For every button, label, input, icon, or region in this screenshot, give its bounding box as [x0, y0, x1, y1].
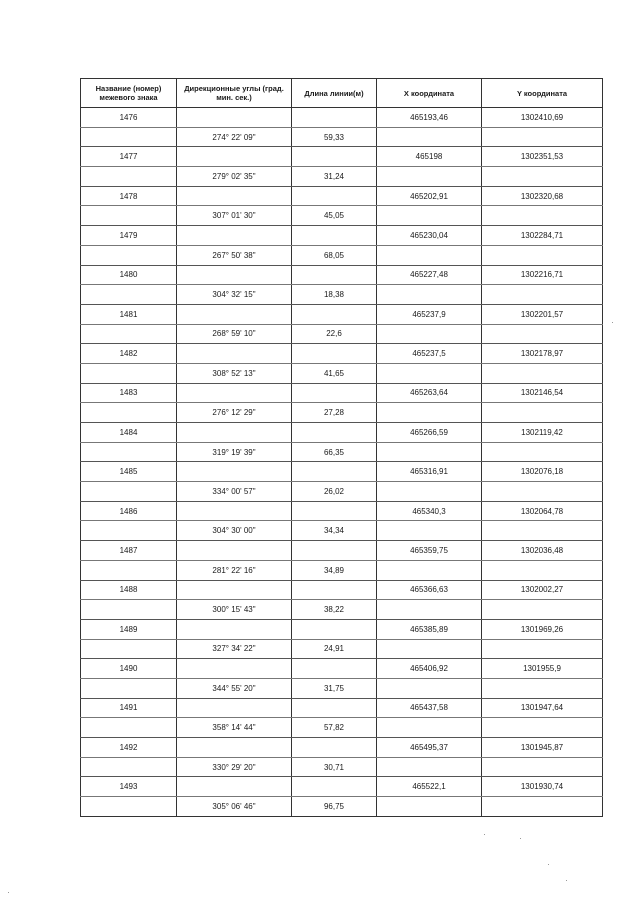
table-row-segment: [81, 363, 603, 383]
cell-point-name: [81, 442, 177, 462]
cell-point-name: 1492: [81, 738, 177, 758]
cell-direction-angle: [177, 147, 292, 167]
cell-point-name: 1483: [81, 383, 177, 403]
cell-x-coordinate: [377, 127, 482, 147]
cell-x-coordinate: 465266,59: [377, 423, 482, 443]
cell-x-coordinate: 465237,5: [377, 344, 482, 364]
cell-direction-angle: 304° 32' 15": [177, 285, 292, 305]
table-row-segment: [81, 167, 603, 187]
cell-x-coordinate: 465522,1: [377, 777, 482, 797]
table-row-point: [81, 265, 603, 285]
cell-point-name: [81, 678, 177, 698]
table-row-segment: [81, 560, 603, 580]
cell-direction-angle: [177, 304, 292, 324]
cell-y-coordinate: 1302351,53: [482, 147, 603, 167]
cell-direction-angle: 330° 29' 20": [177, 757, 292, 777]
table-row-segment: [81, 285, 603, 305]
cell-direction-angle: [177, 383, 292, 403]
cell-line-length: [292, 304, 377, 324]
cell-y-coordinate: [482, 245, 603, 265]
cell-direction-angle: 307° 01' 30": [177, 206, 292, 226]
cell-line-length: [292, 580, 377, 600]
cell-line-length: 45,05: [292, 206, 377, 226]
cell-x-coordinate: [377, 757, 482, 777]
cell-x-coordinate: [377, 521, 482, 541]
cell-point-name: [81, 403, 177, 423]
cell-x-coordinate: [377, 403, 482, 423]
cell-y-coordinate: 1302064,78: [482, 501, 603, 521]
cell-line-length: 34,89: [292, 560, 377, 580]
header-line-length: Длина линии(м): [292, 79, 377, 108]
cell-line-length: 30,71: [292, 757, 377, 777]
cell-y-coordinate: 1302216,71: [482, 265, 603, 285]
table-row-segment: [81, 521, 603, 541]
cell-y-coordinate: [482, 442, 603, 462]
cell-point-name: 1478: [81, 186, 177, 206]
cell-y-coordinate: 1302201,57: [482, 304, 603, 324]
cell-x-coordinate: 465406,92: [377, 659, 482, 679]
cell-line-length: 34,34: [292, 521, 377, 541]
cell-y-coordinate: 1301955,9: [482, 659, 603, 679]
cell-point-name: [81, 757, 177, 777]
cell-direction-angle: [177, 580, 292, 600]
cell-y-coordinate: [482, 757, 603, 777]
cell-line-length: [292, 777, 377, 797]
cell-x-coordinate: 465202,91: [377, 186, 482, 206]
cell-line-length: [292, 265, 377, 285]
cell-y-coordinate: 1302076,18: [482, 462, 603, 482]
cell-point-name: 1493: [81, 777, 177, 797]
cell-x-coordinate: 465495,37: [377, 738, 482, 758]
cell-direction-angle: 319° 19' 39": [177, 442, 292, 462]
cell-y-coordinate: [482, 127, 603, 147]
cell-y-coordinate: [482, 560, 603, 580]
cell-line-length: 66,35: [292, 442, 377, 462]
cell-x-coordinate: 465227,48: [377, 265, 482, 285]
cell-y-coordinate: [482, 521, 603, 541]
cell-direction-angle: 300° 15' 43": [177, 600, 292, 620]
cell-point-name: [81, 482, 177, 502]
header-row: [81, 79, 603, 108]
cell-y-coordinate: [482, 363, 603, 383]
cell-line-length: 31,75: [292, 678, 377, 698]
cell-x-coordinate: 465193,46: [377, 108, 482, 128]
cell-line-length: [292, 383, 377, 403]
table-row-point: [81, 738, 603, 758]
cell-line-length: 22,6: [292, 324, 377, 344]
cell-line-length: [292, 738, 377, 758]
cell-x-coordinate: 465230,04: [377, 226, 482, 246]
cell-direction-angle: 279° 02' 35": [177, 167, 292, 187]
header-y-coordinate: Y координата: [482, 79, 603, 108]
cell-line-length: 68,05: [292, 245, 377, 265]
cell-x-coordinate: 465198: [377, 147, 482, 167]
cell-x-coordinate: 465385,89: [377, 619, 482, 639]
cell-x-coordinate: 465340,3: [377, 501, 482, 521]
cell-y-coordinate: 1301930,74: [482, 777, 603, 797]
cell-point-name: [81, 206, 177, 226]
cell-y-coordinate: [482, 797, 603, 817]
cell-x-coordinate: [377, 245, 482, 265]
cell-direction-angle: 276° 12' 29": [177, 403, 292, 423]
cell-point-name: 1484: [81, 423, 177, 443]
cell-x-coordinate: 465437,58: [377, 698, 482, 718]
cell-point-name: 1491: [81, 698, 177, 718]
cell-x-coordinate: [377, 797, 482, 817]
boundary-coordinates-table: [80, 78, 603, 817]
cell-point-name: 1480: [81, 265, 177, 285]
cell-point-name: 1486: [81, 501, 177, 521]
cell-point-name: 1487: [81, 541, 177, 561]
cell-direction-angle: 274° 22' 09": [177, 127, 292, 147]
cell-direction-angle: 305° 06' 46": [177, 797, 292, 817]
table-row-segment: [81, 718, 603, 738]
cell-y-coordinate: 1302320,68: [482, 186, 603, 206]
cell-y-coordinate: 1302146,54: [482, 383, 603, 403]
scan-speck: [8, 892, 9, 893]
cell-x-coordinate: [377, 363, 482, 383]
table-header: [81, 79, 603, 108]
table-row-point: [81, 423, 603, 443]
table-row-point: [81, 462, 603, 482]
scan-speck: [484, 834, 485, 835]
cell-y-coordinate: 1302119,42: [482, 423, 603, 443]
table-row-point: [81, 777, 603, 797]
table-row-segment: [81, 442, 603, 462]
cell-x-coordinate: [377, 167, 482, 187]
cell-direction-angle: [177, 423, 292, 443]
cell-direction-angle: [177, 344, 292, 364]
table-row-point: [81, 541, 603, 561]
cell-y-coordinate: 1302178,97: [482, 344, 603, 364]
cell-direction-angle: 267° 50' 38": [177, 245, 292, 265]
table-row-segment: [81, 757, 603, 777]
cell-y-coordinate: 1301969,26: [482, 619, 603, 639]
cell-y-coordinate: [482, 718, 603, 738]
cell-x-coordinate: 465263,64: [377, 383, 482, 403]
cell-line-length: 57,82: [292, 718, 377, 738]
cell-y-coordinate: 1302036,48: [482, 541, 603, 561]
cell-point-name: [81, 600, 177, 620]
cell-point-name: 1481: [81, 304, 177, 324]
cell-line-length: 24,91: [292, 639, 377, 659]
cell-x-coordinate: [377, 678, 482, 698]
cell-line-length: 31,24: [292, 167, 377, 187]
cell-x-coordinate: [377, 285, 482, 305]
cell-point-name: 1482: [81, 344, 177, 364]
header-direction-angle: Дирекционные углы (град. мин. сек.): [177, 79, 292, 108]
cell-line-length: [292, 462, 377, 482]
table-row-point: [81, 698, 603, 718]
cell-line-length: [292, 698, 377, 718]
cell-direction-angle: [177, 777, 292, 797]
cell-x-coordinate: [377, 324, 482, 344]
table-row-segment: [81, 639, 603, 659]
table-row-segment: [81, 403, 603, 423]
cell-y-coordinate: 1301945,87: [482, 738, 603, 758]
cell-x-coordinate: [377, 639, 482, 659]
table-row-point: [81, 304, 603, 324]
cell-line-length: 26,02: [292, 482, 377, 502]
cell-point-name: [81, 324, 177, 344]
cell-line-length: 18,38: [292, 285, 377, 305]
cell-y-coordinate: [482, 639, 603, 659]
cell-direction-angle: [177, 738, 292, 758]
table-row-segment: [81, 797, 603, 817]
table-row-point: [81, 501, 603, 521]
cell-y-coordinate: [482, 678, 603, 698]
cell-direction-angle: 308° 52' 13": [177, 363, 292, 383]
cell-direction-angle: 358° 14' 44": [177, 718, 292, 738]
cell-point-name: [81, 127, 177, 147]
cell-direction-angle: 268° 59' 10": [177, 324, 292, 344]
table-row-point: [81, 619, 603, 639]
cell-x-coordinate: [377, 442, 482, 462]
cell-point-name: 1489: [81, 619, 177, 639]
table-row-point: [81, 147, 603, 167]
cell-line-length: [292, 344, 377, 364]
cell-x-coordinate: [377, 482, 482, 502]
cell-line-length: [292, 147, 377, 167]
cell-y-coordinate: 1302002,27: [482, 580, 603, 600]
cell-line-length: 59,33: [292, 127, 377, 147]
table-row-point: [81, 383, 603, 403]
cell-direction-angle: [177, 659, 292, 679]
cell-line-length: [292, 226, 377, 246]
cell-point-name: [81, 521, 177, 541]
cell-line-length: [292, 659, 377, 679]
cell-x-coordinate: 465366,63: [377, 580, 482, 600]
cell-x-coordinate: [377, 600, 482, 620]
cell-point-name: [81, 245, 177, 265]
cell-point-name: 1485: [81, 462, 177, 482]
scan-speck: [566, 880, 567, 881]
cell-direction-angle: 281° 22' 16": [177, 560, 292, 580]
cell-point-name: [81, 167, 177, 187]
table-row-segment: [81, 324, 603, 344]
cell-point-name: [81, 560, 177, 580]
table-row-point: [81, 226, 603, 246]
cell-point-name: [81, 718, 177, 738]
table-row-segment: [81, 678, 603, 698]
cell-line-length: 41,65: [292, 363, 377, 383]
cell-x-coordinate: 465359,75: [377, 541, 482, 561]
scan-speck: [548, 864, 549, 865]
cell-y-coordinate: 1302284,71: [482, 226, 603, 246]
cell-point-name: 1488: [81, 580, 177, 600]
cell-point-name: 1490: [81, 659, 177, 679]
cell-point-name: [81, 363, 177, 383]
scan-speck: [612, 322, 613, 323]
cell-y-coordinate: [482, 167, 603, 187]
header-point-name: Название (номер) межевого знака: [81, 79, 177, 108]
cell-y-coordinate: [482, 324, 603, 344]
scan-speck: [520, 838, 521, 839]
cell-line-length: [292, 619, 377, 639]
table-row-point: [81, 186, 603, 206]
table-body: [81, 108, 603, 817]
cell-direction-angle: [177, 501, 292, 521]
cell-y-coordinate: [482, 285, 603, 305]
cell-direction-angle: [177, 226, 292, 246]
cell-line-length: 27,28: [292, 403, 377, 423]
cell-point-name: 1477: [81, 147, 177, 167]
cell-line-length: 38,22: [292, 600, 377, 620]
table-row-segment: [81, 482, 603, 502]
cell-x-coordinate: [377, 560, 482, 580]
cell-point-name: [81, 285, 177, 305]
cell-direction-angle: [177, 541, 292, 561]
cell-direction-angle: 304° 30' 00": [177, 521, 292, 541]
cell-line-length: [292, 541, 377, 561]
cell-y-coordinate: 1302410,69: [482, 108, 603, 128]
cell-x-coordinate: 465237,9: [377, 304, 482, 324]
cell-y-coordinate: [482, 403, 603, 423]
table-row-segment: [81, 245, 603, 265]
cell-direction-angle: [177, 462, 292, 482]
cell-direction-angle: 327° 34' 22": [177, 639, 292, 659]
table-row-point: [81, 344, 603, 364]
table-row-point: [81, 108, 603, 128]
cell-line-length: [292, 108, 377, 128]
cell-direction-angle: 334° 00' 57": [177, 482, 292, 502]
cell-direction-angle: [177, 265, 292, 285]
cell-x-coordinate: [377, 206, 482, 226]
cell-direction-angle: [177, 186, 292, 206]
cell-y-coordinate: 1301947,64: [482, 698, 603, 718]
cell-direction-angle: [177, 698, 292, 718]
table-row-point: [81, 580, 603, 600]
table-row-segment: [81, 206, 603, 226]
cell-point-name: [81, 797, 177, 817]
cell-y-coordinate: [482, 600, 603, 620]
header-x-coordinate: X координата: [377, 79, 482, 108]
cell-line-length: 96,75: [292, 797, 377, 817]
cell-direction-angle: [177, 619, 292, 639]
cell-line-length: [292, 186, 377, 206]
cell-point-name: [81, 639, 177, 659]
table-row-segment: [81, 600, 603, 620]
cell-x-coordinate: [377, 718, 482, 738]
table-row-segment: [81, 127, 603, 147]
cell-line-length: [292, 423, 377, 443]
table-row-point: [81, 659, 603, 679]
cell-direction-angle: 344° 55' 20": [177, 678, 292, 698]
cell-line-length: [292, 501, 377, 521]
cell-point-name: 1479: [81, 226, 177, 246]
cell-y-coordinate: [482, 206, 603, 226]
cell-y-coordinate: [482, 482, 603, 502]
cell-direction-angle: [177, 108, 292, 128]
cell-x-coordinate: 465316,91: [377, 462, 482, 482]
cell-point-name: 1476: [81, 108, 177, 128]
